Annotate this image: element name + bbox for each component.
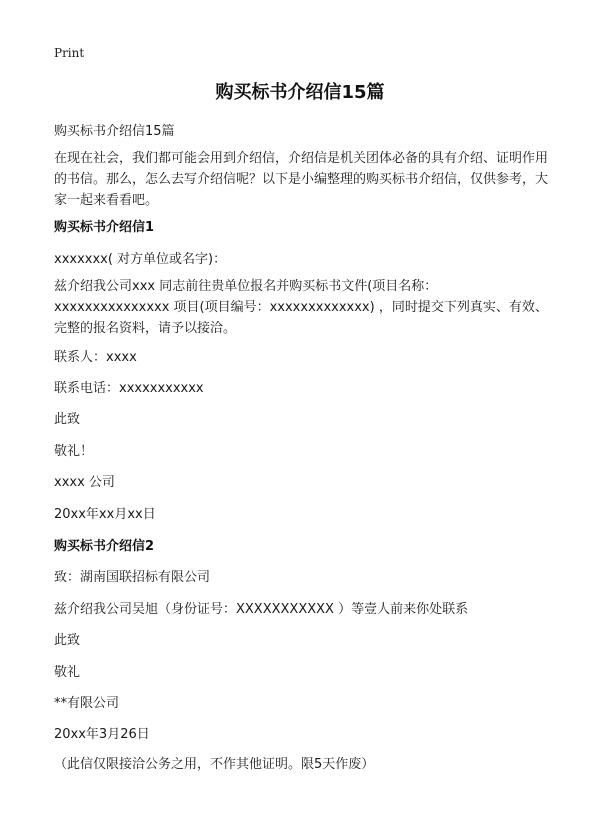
letter1-date: 20xx年xx月xx日 xyxy=(54,507,156,522)
print-label: Print xyxy=(54,46,85,60)
letter2-closing-1: 此致 xyxy=(54,633,81,648)
intro-paragraph: 在现在社会，我们都可能会用到介绍信，介绍信是机关团体必备的具有介绍、证明作用的书信。那么，怎么去写介绍信呢？以下是小编整理的购买标书介绍信，仅供参考，大家一起来看看吧。 xyxy=(54,151,549,208)
letter1-closing-2: 敬礼！ xyxy=(54,444,94,459)
letter1-heading: 购买标书介绍信1 xyxy=(54,220,155,235)
letter1-body: 兹介绍我公司xxx 同志前往贵单位报名并购买标书文件(项目名称：xxxxxxxxxxxxxxx 项目(项目编号：xxxxxxxxxxxxx) ，同时提交下列真实、有效、完整的报名资料，请予以接洽。 xyxy=(54,279,548,336)
letter1-contact: 联系人：xxxx xyxy=(54,350,137,365)
letter2-heading: 购买标书介绍信2 xyxy=(54,539,155,554)
letter2-recipient: 致：湖南国联招标有限公司 xyxy=(54,570,211,585)
document-title: 购买标书介绍信15篇 xyxy=(215,82,385,103)
letter2-date: 20xx年3月26日 xyxy=(54,727,150,742)
letter2-body: 兹介绍我公司吴旭（身份证号：XXXXXXXXXXX ）等壹人前来你处联系 xyxy=(54,602,469,617)
letter1-closing-1: 此致 xyxy=(54,412,81,427)
letter1-phone: 联系电话：xxxxxxxxxxx xyxy=(54,381,204,396)
letter1-recipient: xxxxxxx( 对方单位或名字)： xyxy=(54,252,227,267)
letter1-company: xxxx 公司 xyxy=(54,475,115,490)
letter2-company: **有限公司 xyxy=(54,696,120,711)
letter2-note: （此信仅限接洽公务之用，不作其他证明。限5天作废） xyxy=(54,757,375,772)
letter2-closing-2: 敬礼 xyxy=(54,665,81,680)
document-subtitle: 购买标书介绍信15篇 xyxy=(54,124,175,139)
